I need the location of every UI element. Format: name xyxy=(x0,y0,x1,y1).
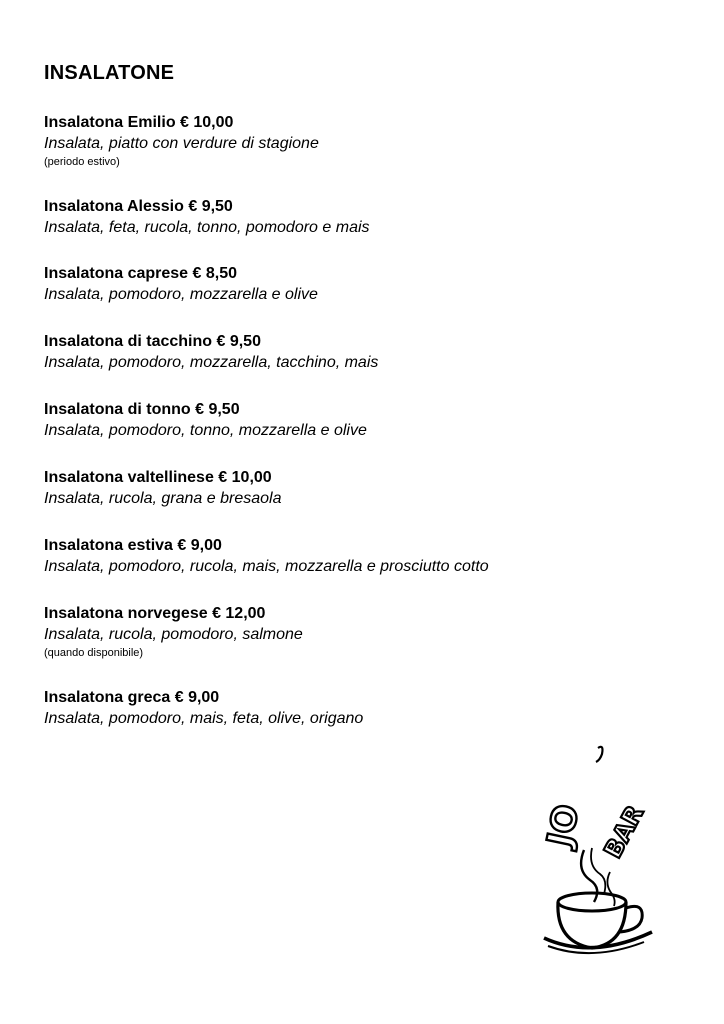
jo-bar-logo xyxy=(540,740,660,962)
menu-item-title: Insalatona Emilio € 10,00 xyxy=(44,114,234,131)
menu-item xyxy=(44,197,684,239)
menu-item-description: Insalata, rucola, grana e bresaola xyxy=(44,490,282,507)
svg-text:BAR: BAR xyxy=(598,800,650,863)
menu-item xyxy=(44,113,684,169)
menu-item-description: Insalata, feta, rucola, tonno, pomodoro e mais xyxy=(44,219,370,236)
menu-item-description: Insalata, pomodoro, mozzarella, tacchino, mais xyxy=(44,354,379,371)
menu-item-description: Insalata, pomodoro, mais, feta, olive, origano xyxy=(44,710,364,727)
logo-bar-lettering xyxy=(599,801,650,863)
menu-item xyxy=(44,332,684,374)
logo-jo-lettering xyxy=(540,747,603,852)
menu-item-title: Insalatona di tonno € 9,50 xyxy=(44,401,240,418)
menu-item xyxy=(44,536,684,578)
menu-item xyxy=(44,400,684,442)
menu-item-title: Insalatona greca € 9,00 xyxy=(44,689,220,706)
menu-item-title: Insalatona valtellinese € 10,00 xyxy=(44,469,272,486)
menu-item-description: Insalata, pomodoro, mozzarella e olive xyxy=(44,286,318,303)
svg-text:JO: JO xyxy=(540,800,588,850)
menu-item-note: (periodo estivo) xyxy=(44,156,120,168)
menu-item-description: Insalata, pomodoro, rucola, mais, mozzarella e prosciutto cotto xyxy=(44,558,489,575)
menu-item xyxy=(44,604,684,660)
menu-heading: INSALATONE xyxy=(44,62,175,84)
menu-item-title: Insalatona di tacchino € 9,50 xyxy=(44,333,261,350)
menu-item-note: (quando disponibile) xyxy=(44,647,144,659)
menu-item xyxy=(44,468,684,510)
menu-item-title: Insalatona caprese € 8,50 xyxy=(44,265,237,282)
menu-item-title: Insalatona norvegese € 12,00 xyxy=(44,605,266,622)
menu-item-description: Insalata, piatto con verdure di stagione xyxy=(44,135,319,152)
coffee-cup-icon xyxy=(544,893,652,953)
menu-item xyxy=(44,688,684,730)
menu-item-description: Insalata, rucola, pomodoro, salmone xyxy=(44,626,303,643)
menu-item-title: Insalatona estiva € 9,00 xyxy=(44,537,222,554)
menu-item-description: Insalata, pomodoro, tonno, mozzarella e olive xyxy=(44,422,367,439)
menu-item-title: Insalatona Alessio € 9,50 xyxy=(44,198,233,215)
menu-item xyxy=(44,264,684,306)
